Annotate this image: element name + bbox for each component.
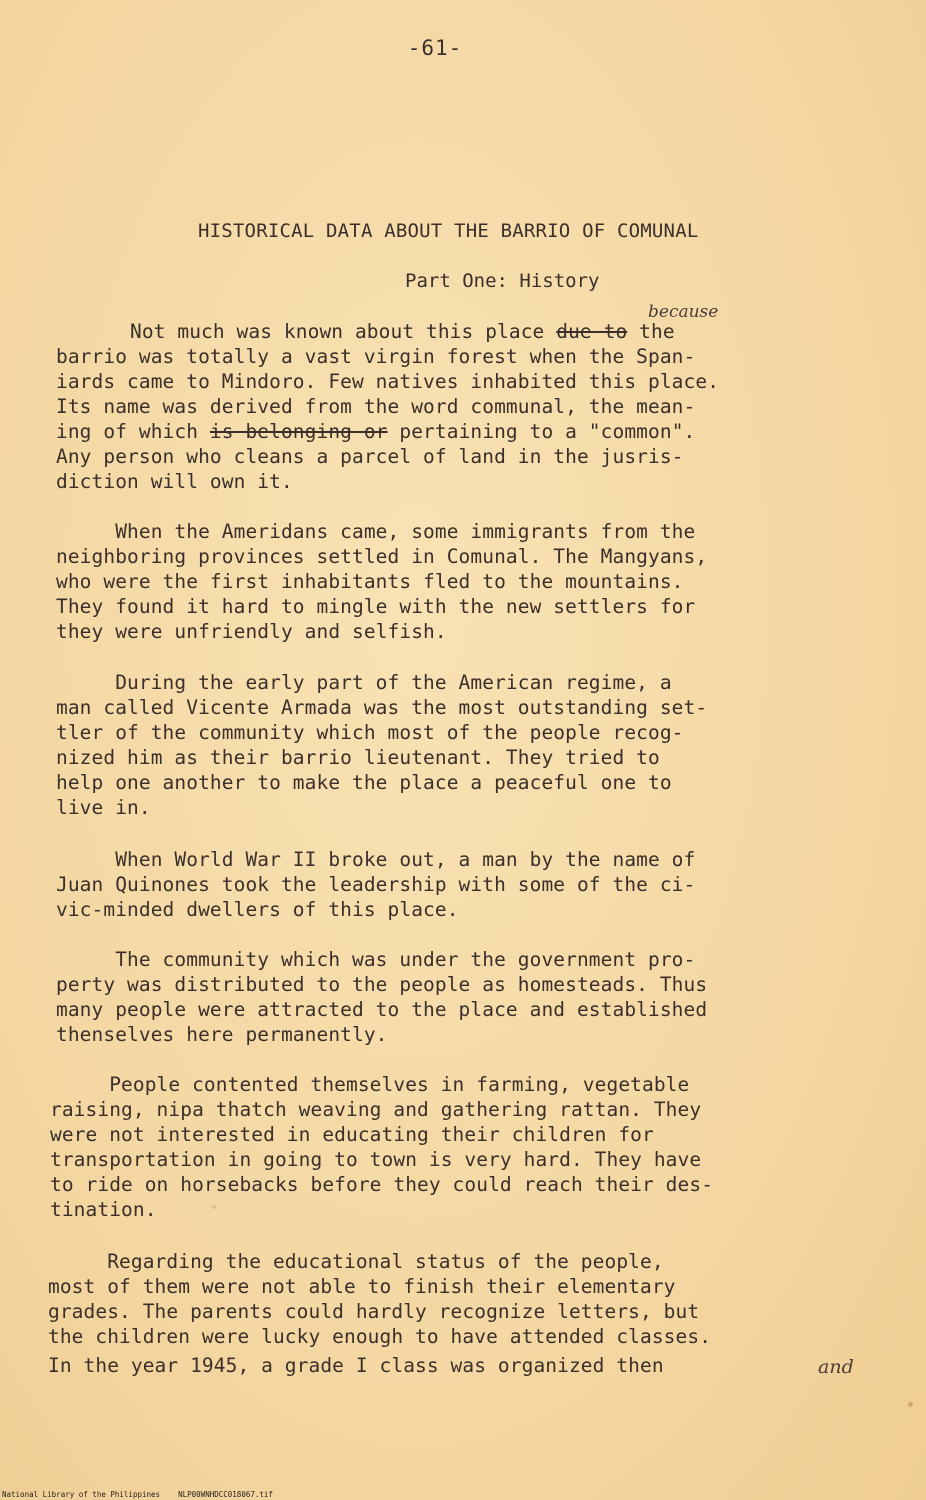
paragraph-line: When the Ameridans came, some immigrants from the — [56, 520, 696, 543]
paragraph-line: Its name was derived from the word communal, the mean- — [56, 395, 696, 418]
paragraph-line: iards came to Mindoro. Few natives inhabited this place. — [56, 370, 720, 393]
paragraph-line: the children were lucky enough to have attended classes. — [48, 1325, 712, 1348]
paragraph-line: barrio was totally a vast virgin forest when the Span- — [56, 345, 696, 368]
paragraph-line: Any person who cleans a parcel of land in the jusris- — [56, 445, 684, 468]
page-number: -61- — [407, 36, 463, 60]
paragraph-line: neighboring provinces settled in Comunal. The Mangyans, — [56, 545, 708, 568]
paragraph-line: thenselves here permanently. — [56, 1023, 388, 1046]
paragraph-line: During the early part of the American regime, a — [56, 671, 672, 694]
text-span: pertaining to a "common". — [387, 420, 696, 443]
paragraph-line: They found it hard to mingle with the new settlers for — [56, 595, 696, 618]
paragraph-line: vic-minded dwellers of this place. — [56, 898, 459, 921]
paragraph-line: many people were attracted to the place and established — [56, 998, 708, 1021]
paragraph-line: Regarding the educational status of the people, — [48, 1250, 664, 1273]
text-span: the — [627, 320, 675, 343]
paragraph-line: grades. The parents could hardly recognize letters, but — [48, 1300, 700, 1323]
struck-text: due to — [556, 320, 628, 343]
paragraph-line: People contented themselves in farming, vegetable — [50, 1073, 690, 1096]
paragraph-line: When World War II broke out, a man by the name of — [56, 848, 696, 871]
paragraph-line: tination. — [50, 1198, 157, 1221]
text-span: ing of which — [56, 420, 210, 443]
paragraph-line: to ride on horsebacks before they could reach their des- — [50, 1173, 714, 1196]
paragraph-line: diction will own it. — [56, 470, 293, 493]
paragraph-line: were not interested in educating their children for — [50, 1123, 654, 1146]
paragraph-line: most of them were not able to finish their elementary — [48, 1275, 676, 1298]
paragraph-line — [56, 422, 695, 442]
handwritten-insertion: because — [648, 302, 719, 322]
paragraph-line: perty was distributed to the people as homesteads. Thus — [56, 973, 708, 996]
paragraph-line: The community which was under the government pro- — [56, 948, 696, 971]
document-subtitle: Part One: History — [405, 270, 600, 292]
document-title: HISTORICAL DATA ABOUT THE BARRIO OF COMUNAL — [198, 220, 699, 242]
paper-speck — [908, 1402, 913, 1407]
paragraph-line: tler of the community which most of the people recog- — [56, 721, 684, 744]
footer-library: National Library of the Philippines — [2, 1490, 161, 1499]
archive-footer — [2, 1490, 273, 1499]
paragraph-line: raising, nipa thatch weaving and gathering rattan. They — [50, 1098, 702, 1121]
paragraph-line: they were unfriendly and selfish. — [56, 620, 447, 643]
paragraph-line: help one another to make the place a peaceful one to — [56, 771, 672, 794]
paragraph-line: nized him as their barrio lieutenant. They tried to — [56, 746, 660, 769]
paragraph-line: who were the first inhabitants fled to the mountains. — [56, 570, 684, 593]
footer-filename: NLP00WNHDCC018067.tif — [178, 1490, 273, 1499]
text-span: Not much was known about this place — [130, 320, 557, 343]
paragraph-line: man called Vicente Armada was the most outstanding set- — [56, 696, 708, 719]
paragraph-line: live in. — [56, 796, 151, 819]
struck-text: is belonging or — [209, 420, 388, 443]
paragraph-line: Juan Quinones took the leadership with some of the ci- — [56, 873, 696, 896]
handwritten-closing-word: and — [818, 1356, 854, 1378]
paragraph-line: transportation in going to town is very hard. They have — [50, 1148, 702, 1171]
paper-speck — [212, 1205, 216, 1209]
paragraph-line — [130, 322, 675, 342]
paragraph-line: In the year 1945, a grade I class was organized then — [48, 1354, 664, 1377]
